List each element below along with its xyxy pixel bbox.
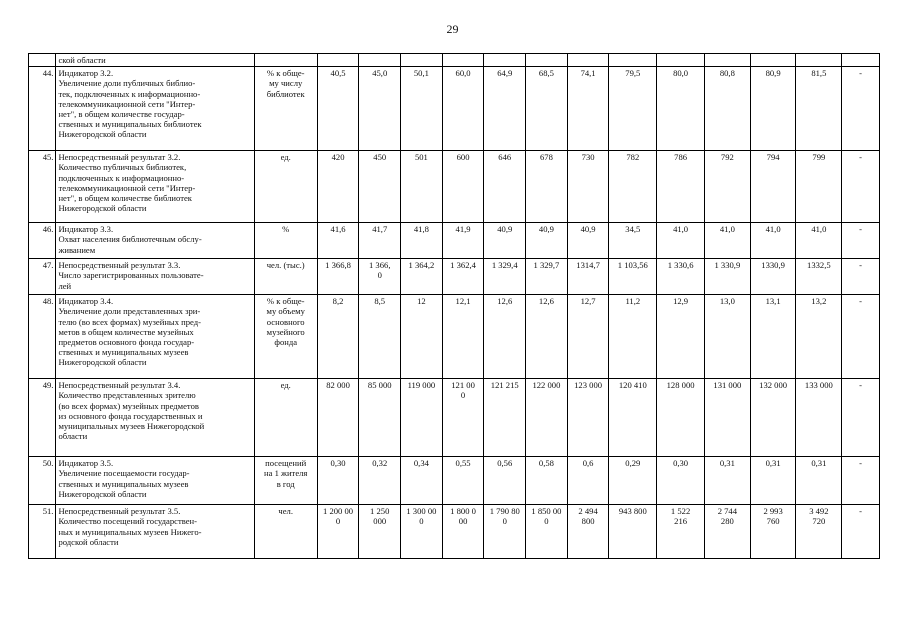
indicator-name-line: телекоммуникационной сети "Интер- [58,182,196,193]
unit-line: чел. (тыс.) [266,260,305,271]
value-cell: 1332,5 [796,259,842,295]
value-cell [442,54,484,67]
indicator-name-line: ственных и муниципальных музеев [58,347,189,358]
indicator-name-line: Индикатор 3.5. [58,458,114,469]
indicator-name-line: муниципальных музеев Нижегородской [58,421,205,432]
unit-line: фонда [274,337,298,348]
value-cell: 0,30 [317,457,359,505]
value-cell: 40,9 [526,223,568,259]
table-row [29,457,880,505]
indicator-name-line: нет", в общем количестве государ- [58,109,185,120]
value-cell: 1 362,4 [442,259,484,295]
value-cell: 13,1 [750,295,796,379]
indicator-name-line: Количество публичных библиотек, [58,162,187,173]
table-row [29,67,880,151]
unit-line: % [282,224,290,235]
indicator-name-line: Нижегородской области [58,203,147,214]
last-column-cell: - [842,295,880,379]
value-cell: 41,7 [359,223,401,259]
row-number: 51. [29,505,56,559]
indicator-name [56,54,254,67]
row-number: 48. [29,295,56,379]
value-cell: 501 [401,151,443,223]
value-cell: 1 329,7 [526,259,568,295]
table-body [29,54,880,559]
value-cell: 68,5 [526,67,568,151]
value-cell: 1 366, 0 [359,259,401,295]
value-cell: 782 [609,151,657,223]
value-cell: 82 000 [317,379,359,457]
value-cell: 730 [567,151,609,223]
row-number: 46. [29,223,56,259]
unit-cell [254,295,317,379]
value-cell: 1 250 000 [359,505,401,559]
value-cell [359,54,401,67]
value-cell: 792 [704,151,750,223]
unit-cell [254,151,317,223]
value-cell: 2 744 280 [704,505,750,559]
indicator-name-line: Количество посещений государствен- [58,516,198,527]
table-row [29,259,880,295]
indicator-name-line: Нижегородской области [58,129,147,140]
table-row [29,151,880,223]
indicator-name-line: Количество представленных зрителю [58,390,196,401]
value-cell: 12,6 [484,295,526,379]
last-column-cell: - [842,457,880,505]
value-cell: 786 [657,151,705,223]
value-cell: 40,9 [484,223,526,259]
indicator-name-line: подключенных к информационно- [58,172,185,183]
value-cell: 0,31 [704,457,750,505]
value-cell: 1 103,56 [609,259,657,295]
unit-cell [254,457,317,505]
unit-cell [254,223,317,259]
value-cell: 1 330,6 [657,259,705,295]
value-cell: 943 800 [609,505,657,559]
value-cell: 41,0 [657,223,705,259]
indicator-name-line: Индикатор 3.4. [58,296,114,307]
indicator-name-line: Число зарегистрированных пользовате- [58,270,204,281]
value-cell: 2 993 760 [750,505,796,559]
value-cell: 799 [796,151,842,223]
value-cell: 131 000 [704,379,750,457]
unit-line: ед. [280,152,291,163]
indicators-table [28,53,880,559]
value-cell: 40,5 [317,67,359,151]
value-cell: 1 522 216 [657,505,705,559]
indicator-name-line: Индикатор 3.3. [58,224,114,235]
value-cell: 120 410 [609,379,657,457]
indicator-name-line: нет", в общем количестве библиотек [58,193,192,204]
unit-line: на 1 жителя [264,468,308,479]
last-column-cell: - [842,151,880,223]
indicator-name-line: метов в общем количестве музейных [58,326,194,337]
row-number: 45. [29,151,56,223]
indicator-name-line: телю (во всех формах) музейных пред- [58,316,201,327]
value-cell: 0,32 [359,457,401,505]
value-cell: 2 494 800 [567,505,609,559]
value-cell: 13,2 [796,295,842,379]
unit-cell [254,54,317,67]
value-cell: 1330,9 [750,259,796,295]
indicator-name-line: Нижегородской области [58,357,147,368]
unit-line: музейного [266,326,305,337]
row-number: 49. [29,379,56,457]
value-cell: 8,5 [359,295,401,379]
value-cell: 13,0 [704,295,750,379]
value-cell: 41,9 [442,223,484,259]
value-cell: 85 000 [359,379,401,457]
value-cell: 0,31 [750,457,796,505]
indicator-name-line: предметов основного фонда государ- [58,337,195,348]
value-cell: 3 492 720 [796,505,842,559]
value-cell: 41,0 [704,223,750,259]
indicator-name-line: Увеличение доли публичных библио- [58,78,196,89]
value-cell: 0,29 [609,457,657,505]
value-cell: 41,8 [401,223,443,259]
value-cell: 1 364,2 [401,259,443,295]
indicator-name-line: из основного фонда государственных и [58,410,203,421]
indicator-name-line: Увеличение доли представленных зри- [58,306,201,317]
indicator-name [56,379,254,457]
value-cell: 1314,7 [567,259,609,295]
indicator-name-line: лей [58,280,72,291]
indicator-name-line: Индикатор 3.2. [58,68,114,79]
value-cell: 128 000 [657,379,705,457]
value-cell: 646 [484,151,526,223]
indicator-name [56,505,254,559]
value-cell: 1 330,9 [704,259,750,295]
value-cell: 45,0 [359,67,401,151]
value-cell: 0,31 [796,457,842,505]
indicator-name-line: ственных и муниципальных библиотек [58,119,202,130]
last-column-cell [842,54,880,67]
value-cell: 80,9 [750,67,796,151]
table-row [29,379,880,457]
value-cell: 123 000 [567,379,609,457]
value-cell: 41,0 [750,223,796,259]
unit-cell [254,505,317,559]
page-number: 29 [446,22,459,36]
value-cell [796,54,842,67]
value-cell [526,54,568,67]
value-cell: 132 000 [750,379,796,457]
row-number: 50. [29,457,56,505]
indicator-name [56,223,254,259]
value-cell [484,54,526,67]
value-cell: 12,7 [567,295,609,379]
unit-line: посещений [265,458,307,469]
value-cell: 122 000 [526,379,568,457]
unit-line: в год [276,478,295,489]
indicator-name-line: Непосредственный результат 3.4. [58,380,181,391]
value-cell: 79,5 [609,67,657,151]
value-cell: 794 [750,151,796,223]
table-row [29,54,880,67]
unit-line: основного [266,316,305,327]
value-cell: 81,5 [796,67,842,151]
last-column-cell: - [842,223,880,259]
indicator-name [56,259,254,295]
indicator-name-line: Непосредственный результат 3.5. [58,506,181,517]
value-cell: 1 300 00 0 [401,505,443,559]
indicator-name [56,151,254,223]
indicator-name [56,457,254,505]
indicator-name-line: телекоммуникационной сети "Интер- [58,98,196,109]
value-cell: 12,9 [657,295,705,379]
value-cell: 40,9 [567,223,609,259]
unit-line: ед. [280,380,291,391]
value-cell [567,54,609,67]
value-cell: 420 [317,151,359,223]
indicator-name-line: ных и муниципальных музеев Нижего- [58,526,202,537]
value-cell: 50,1 [401,67,443,151]
value-cell: 12,1 [442,295,484,379]
value-cell: 1 366,8 [317,259,359,295]
value-cell: 41,0 [796,223,842,259]
value-cell [657,54,705,67]
last-column-cell: - [842,379,880,457]
value-cell: 678 [526,151,568,223]
value-cell: 450 [359,151,401,223]
unit-line: % к обще- [266,296,305,307]
value-cell: 121 00 0 [442,379,484,457]
last-column-cell: - [842,259,880,295]
value-cell: 119 000 [401,379,443,457]
value-cell [750,54,796,67]
value-cell: 0,55 [442,457,484,505]
value-cell: 64,9 [484,67,526,151]
value-cell: 600 [442,151,484,223]
value-cell: 1 850 00 0 [526,505,568,559]
value-cell: 0,6 [567,457,609,505]
value-cell: 133 000 [796,379,842,457]
last-column-cell: - [842,67,880,151]
unit-cell [254,379,317,457]
value-cell [317,54,359,67]
value-cell: 11,2 [609,295,657,379]
indicator-name-line: Увеличение посещаемости государ- [58,468,190,479]
indicator-name [56,67,254,151]
value-cell: 12 [401,295,443,379]
table-row [29,295,880,379]
row-number: 47. [29,259,56,295]
indicator-name-line: Непосредственный результат 3.2. [58,152,181,163]
indicator-name [56,295,254,379]
last-column-cell: - [842,505,880,559]
indicator-name-line: Непосредственный результат 3.3. [58,260,181,271]
value-cell: 0,56 [484,457,526,505]
value-cell: 1 800 0 00 [442,505,484,559]
unit-cell [254,259,317,295]
value-cell [401,54,443,67]
value-cell: 1 790 80 0 [484,505,526,559]
unit-line: му числу [269,78,303,89]
unit-line: му объему [266,306,305,317]
value-cell: 60,0 [442,67,484,151]
unit-line: % к обще- [266,68,305,79]
indicator-name-line: живанием [58,244,96,255]
value-cell: 12,6 [526,295,568,379]
value-cell: 80,0 [657,67,705,151]
value-cell [704,54,750,67]
indicator-name-line: Охват населения библиотечным обслу- [58,234,202,245]
indicator-name-line: области [58,431,88,442]
value-cell: 80,8 [704,67,750,151]
value-cell: 1 329,4 [484,259,526,295]
value-cell: 0,34 [401,457,443,505]
value-cell [609,54,657,67]
indicator-name-line: тек, подключенных к информационно- [58,88,201,99]
indicator-name-line: ственных и муниципальных музеев [58,478,189,489]
value-cell: 34,5 [609,223,657,259]
value-cell: 41,6 [317,223,359,259]
row-number [29,54,56,67]
unit-line: чел. [278,506,293,517]
value-cell: 8,2 [317,295,359,379]
value-cell: 0,30 [657,457,705,505]
indicator-name-line: ской области [58,55,106,65]
value-cell: 1 200 00 0 [317,505,359,559]
row-number: 44. [29,67,56,151]
value-cell: 74,1 [567,67,609,151]
table-row [29,223,880,259]
table-row [29,505,880,559]
unit-cell [254,67,317,151]
unit-line: библиотек [266,88,305,99]
indicator-name-line: (во всех формах) музейных предметов [58,400,199,411]
value-cell: 121 215 [484,379,526,457]
value-cell: 0,58 [526,457,568,505]
indicator-name-line: родской области [58,536,119,547]
indicator-name-line: Нижегородской области [58,488,147,499]
